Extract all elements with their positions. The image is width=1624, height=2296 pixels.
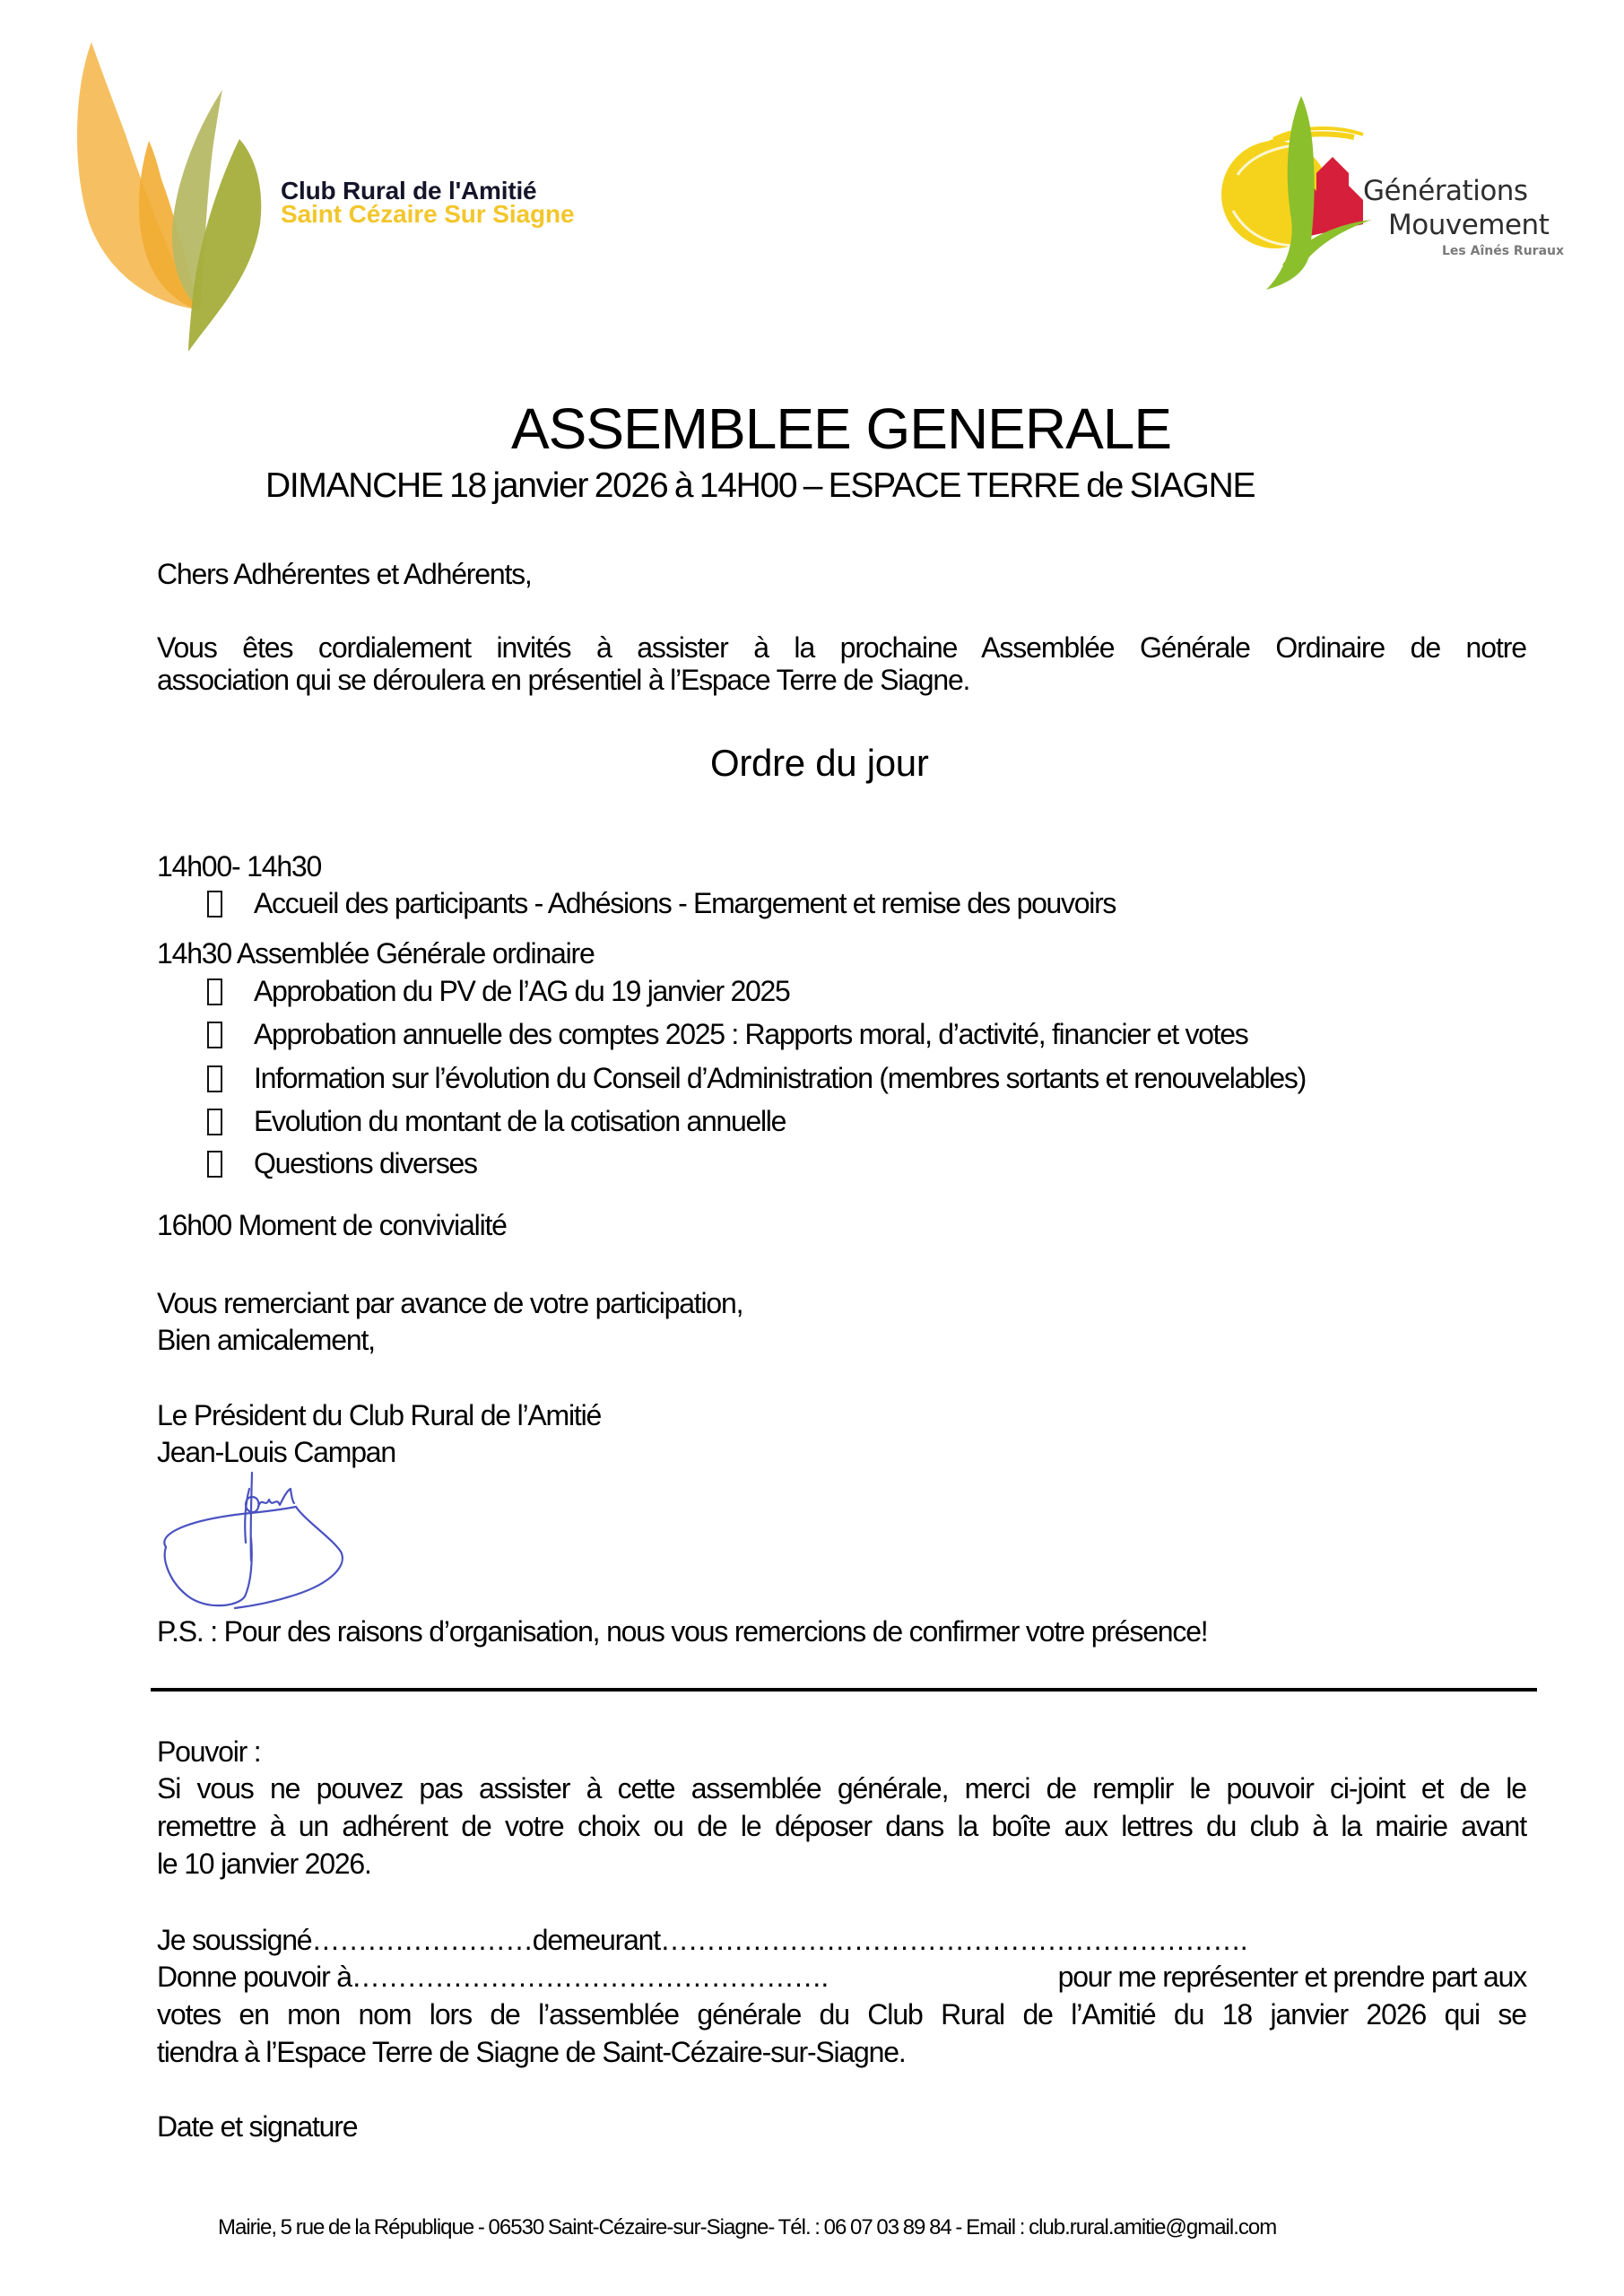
leaves-icon (72, 36, 287, 368)
ps-note: P.S. : Pour des raisons d’organisation, nous vous remercions de confirmer votre présence! (157, 1615, 1208, 1648)
signatory-role: Le Président du Club Rural de l’Amitié (157, 1399, 602, 1431)
page-title: ASSEMBLEE GENERALE (510, 396, 1172, 461)
bullet-icon (207, 1065, 222, 1092)
agenda-time-3: 16h00 Moment de convivialité (157, 1209, 507, 1241)
agenda-item-text: Accueil des participants - Adhésions - Emargement et remise des pouvoirs (254, 887, 1116, 919)
signature-icon (152, 1471, 368, 1614)
agenda-time-1: 14h00- 14h30 (157, 850, 322, 883)
agenda-item (207, 1062, 1306, 1094)
proxy-heading: Pouvoir : (157, 1735, 261, 1768)
proxy-form-name-address: Je soussigné……………………demeurant………………………………………………………. (157, 1924, 1247, 1956)
agenda-item (207, 1018, 1248, 1050)
generations-mouvement-logo (1220, 85, 1596, 300)
bullet-icon (207, 1109, 222, 1135)
signatory-name: Jean-Louis Campan (157, 1436, 395, 1468)
section-divider (151, 1688, 1537, 1692)
club-rural-logo (72, 36, 664, 368)
partner-name-line2: Mouvement (1388, 209, 1550, 241)
invitation-line-1: Vous êtes cordialement invités à assister à la prochaine Assemblée Générale Ordinaire de notre (157, 631, 1526, 664)
bullet-icon (207, 891, 222, 918)
event-subtitle: DIMANCHE 18 janvier 2026 à 14H00 – ESPACE TERRE de SIAGNE (265, 466, 1255, 505)
bullet-icon (207, 978, 222, 1005)
agenda-item-text: Approbation annuelle des comptes 2025 : Rapports moral, d’activité, financier et votes (254, 1018, 1248, 1050)
bullet-icon (207, 1022, 222, 1048)
agenda-item-text: Evolution du montant de la cotisation annuelle (254, 1105, 786, 1137)
agenda-time-2: 14h30 Assemblée Générale ordinaire (157, 937, 595, 970)
agenda-item (207, 975, 790, 1007)
proxy-form-line-4: tiendra à l’Espace Terre de Siagne de Saint-Cézaire-sur-Siagne. (157, 2036, 906, 2068)
agenda-item-text: Questions diverses (254, 1147, 477, 1179)
agenda-item (207, 887, 1116, 919)
partner-name-line1: Générations (1363, 175, 1528, 207)
date-signature-label: Date et signature (157, 2110, 358, 2143)
thanks-text: Vous remerciant par avance de votre participation, (157, 1287, 743, 1319)
proxy-form-delegate: Donne pouvoir à……………………………………………. (157, 1961, 829, 1993)
regards-text: Bien amicalement, (157, 1324, 375, 1356)
proxy-form-line-3: votes en mon nom lors de l’assemblée générale du Club Rural de l’Amitié du 18 janvier 2026 qui se (157, 1998, 1526, 2031)
club-location: Saint Cézaire Sur Siagne (281, 200, 575, 228)
greeting: Chers Adhérentes et Adhérents, (157, 558, 532, 590)
agenda-heading: Ordre du jour (710, 742, 929, 784)
agenda-item-text: Approbation du PV de l’AG du 19 janvier 2025 (254, 975, 790, 1007)
agenda-item (207, 1147, 477, 1179)
agenda-item-text: Information sur l’évolution du Conseil d’Administration (membres sortants et renouvelables) (254, 1062, 1306, 1094)
proxy-line-1: Si vous ne pouvez pas assister à cette assemblée générale, merci de remplir le pouvoir ci-joint et de le (157, 1772, 1526, 1805)
proxy-line-2: remettre à un adhérent de votre choix ou de le déposer dans la boîte aux lettres du club à la mairie avant (157, 1810, 1526, 1842)
partner-tagline: Les Aînés Ruraux (1442, 244, 1565, 258)
bullet-icon (207, 1151, 222, 1178)
club-name: Club Rural de l'Amitié (281, 177, 537, 204)
proxy-line-3: le 10 janvier 2026. (157, 1848, 371, 1880)
footer-contact: Mairie, 5 rue de la République - 06530 Saint-Cézaire-sur-Siagne- Tél. : 06 07 03 89 84 - Email : club.rural.amitie@gmail.com (218, 2215, 1277, 2239)
sun-cypress-house-icon (1220, 85, 1372, 300)
invitation-line-2: association qui se déroulera en présentiel à l’Espace Terre de Siagne. (157, 664, 970, 696)
agenda-item (207, 1105, 786, 1137)
proxy-form-purpose: pour me représenter et prendre part aux (1057, 1961, 1526, 1993)
